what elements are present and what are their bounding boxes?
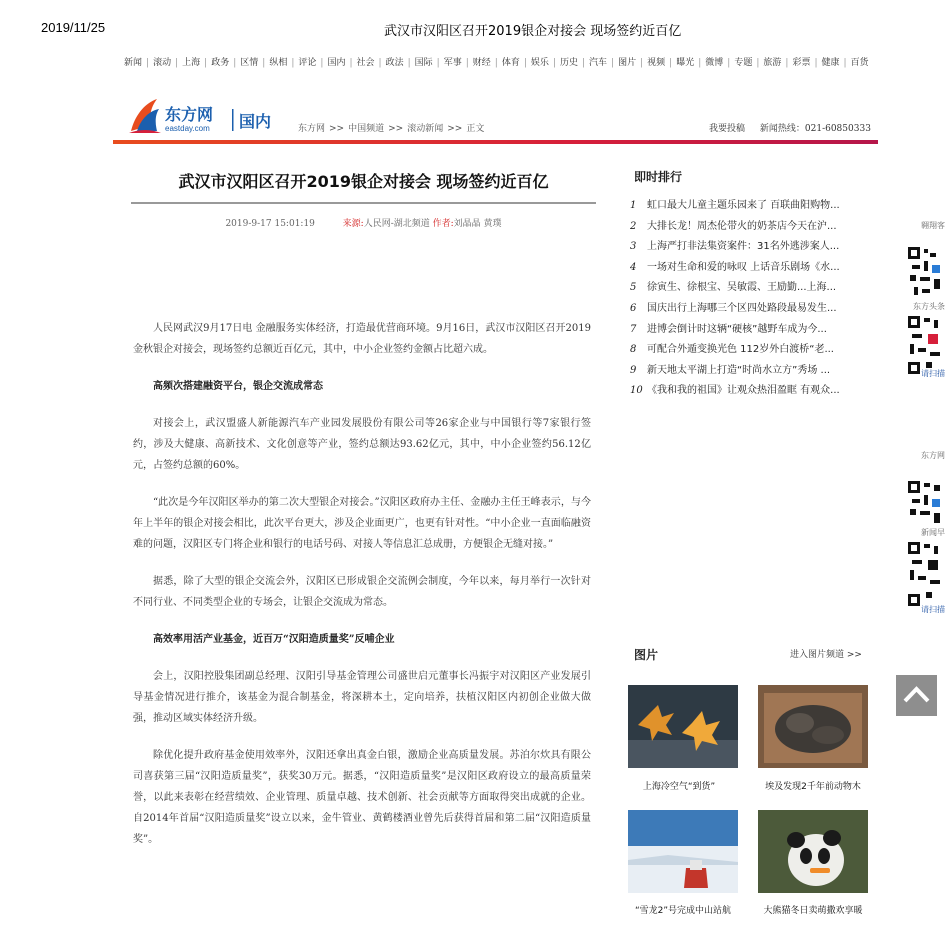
ranking-item[interactable] <box>630 237 865 258</box>
ancient-relic-photo[interactable] <box>758 685 868 768</box>
article-datetime: 2019-9-17 15:01:19 <box>225 219 315 229</box>
ranking-item[interactable] <box>630 258 865 279</box>
contribute-link[interactable]: 我要投稿 <box>709 124 746 134</box>
eastday-logo[interactable] <box>127 95 287 135</box>
ranking-link[interactable]: 可配合外遁变换光色 112岁外白渡桥“老... <box>647 344 834 356</box>
ranking-link[interactable]: 进博会倒计时这辆“硬核”越野车成为今... <box>647 323 827 335</box>
article-meta <box>131 216 596 229</box>
nav-separator: | <box>640 58 644 68</box>
ranking-number: 5 <box>630 282 637 294</box>
ranking-number: 8 <box>630 344 637 356</box>
article-author: 刘晶晶 黄璞 <box>453 219 502 229</box>
nav-separator: | <box>785 58 789 68</box>
channel-nav-item[interactable]: 社会 <box>356 58 375 68</box>
channel-nav <box>124 55 869 68</box>
channel-nav-item[interactable]: 军事 <box>443 58 462 68</box>
sidebar-label: 新闻早 <box>921 528 945 537</box>
channel-nav-item[interactable]: 滚动 <box>153 58 172 68</box>
channel-nav-item[interactable]: 纵相 <box>269 58 288 68</box>
ranking-link[interactable]: 虹口最大儿童主题乐园来了 百联曲阳购物... <box>647 200 840 211</box>
panda-photo[interactable] <box>758 810 868 893</box>
article-paragraph: 会上，汉阳控股集团副总经理、汉阳引导基金管理公司盛世启元董事长冯振宇对汉阳区产业发展引导基金情况进行推介，该基金为混合制基金，将深耕本土，定向培养，扶植汉阳区内初创企业做大做强，推动区域实体经济升级。 <box>133 671 591 724</box>
picture-caption[interactable]: 上海冷空气“到货” <box>642 782 716 792</box>
channel-nav-item[interactable]: 体育 <box>501 58 520 68</box>
ranking-item[interactable] <box>630 217 865 238</box>
ranking-item[interactable] <box>630 340 865 361</box>
article-title: 武汉市汉阳区召开2019银企对接会 现场签约近百亿 <box>178 172 549 191</box>
nav-separator: | <box>611 58 615 68</box>
page-date: 2019/11/25 <box>41 20 106 35</box>
ranking-title: 即时排行 <box>634 170 683 184</box>
ranking-item[interactable] <box>630 381 865 402</box>
title-divider <box>131 202 596 204</box>
channel-nav-item[interactable]: 图片 <box>618 58 637 68</box>
nav-separator: | <box>436 58 440 68</box>
article-body <box>133 318 591 866</box>
ranking-link[interactable]: 大排长龙！周杰伦带火的奶茶店今天在沪... <box>647 220 837 232</box>
ranking-number: 6 <box>630 302 637 314</box>
author-label: 作者: <box>432 219 454 229</box>
ranking-item[interactable] <box>630 299 865 320</box>
article-subheading: 高频次搭建融资平台，银企交流成常态 <box>153 381 323 392</box>
nav-separator: | <box>669 58 673 68</box>
channel-nav-item[interactable]: 区情 <box>240 58 259 68</box>
channel-nav-item[interactable]: 新闻 <box>124 58 143 68</box>
nav-separator: | <box>407 58 411 68</box>
channel-nav-item[interactable]: 彩票 <box>792 58 811 68</box>
channel-nav-item[interactable]: 曝光 <box>676 58 695 68</box>
hotline-text: 新闻热线：021-60850333 <box>759 124 871 134</box>
ranking-number: 9 <box>630 364 637 376</box>
ranking-link[interactable]: 国庆出行上海哪三个区四处路段最易发生... <box>647 302 837 314</box>
article-paragraph: 据悉，除了大型的银企交流会外，汉阳区已形成银企交流例会制度，今年以来，每月举行一次针对不同行业、不同类型企业的专场会，让银企交流成为常态。 <box>133 576 591 608</box>
nav-separator: | <box>146 58 150 68</box>
sidebar-label: 翱翔客 <box>921 221 945 230</box>
header-divider <box>113 140 878 144</box>
ranking-number: 4 <box>630 261 637 273</box>
channel-nav-item[interactable]: 百货 <box>850 58 869 68</box>
sidebar-qr-column <box>904 220 945 379</box>
article-paragraph: 除优化提升政府基金使用效率外，汉阳还拿出真金白银，激励企业高质量发展。苏泊尔炊具有限公司喜获第三届“汉阳造质量奖”，获奖30万元。据悉，“汉阳造质量奖”是汉阳区政府设立的最高质量荣誉，以此来表彰在经营绩效、企业管理、质量卓越、技术创新、社会贡献等方面取得突出成就的企业。自2014年首届“汉阳造质量奖”设立以来，金牛管业、黄鹤楼酒业曾先后获得首届和第二届“汉阳造质量奖”。 <box>133 750 591 845</box>
breadcrumb-item[interactable]: 滚动新闻 <box>407 124 444 134</box>
channel-nav-item[interactable]: 历史 <box>559 58 578 68</box>
nav-separator: | <box>378 58 382 68</box>
ranking-number: 10 <box>630 385 643 397</box>
channel-nav-item[interactable]: 政务 <box>211 58 230 68</box>
channel-nav-item[interactable]: 财经 <box>472 58 491 68</box>
nav-separator: | <box>494 58 498 68</box>
channel-nav-item[interactable]: 娱乐 <box>530 58 549 68</box>
channel-nav-item[interactable]: 健康 <box>821 58 840 68</box>
pictures-more-link[interactable]: 进入图片频道 >> <box>790 650 862 660</box>
nav-separator: | <box>175 58 179 68</box>
nav-separator: | <box>291 58 295 68</box>
autumn-leaves-photo[interactable] <box>628 685 738 768</box>
picture-caption[interactable]: “雪龙2”号完成中山站航 <box>634 906 732 916</box>
qr-code-icon <box>906 231 945 299</box>
ranking-list <box>630 196 865 402</box>
ranking-number: 7 <box>630 323 637 335</box>
channel-nav-item[interactable]: 旅游 <box>763 58 782 68</box>
channel-nav-item[interactable]: 国内 <box>327 58 346 68</box>
pictures-title: 图片 <box>634 648 659 662</box>
qr-code-icon <box>906 461 945 529</box>
nav-separator: | <box>262 58 266 68</box>
nav-separator: | <box>814 58 818 68</box>
source-label: 来源: <box>342 219 364 229</box>
channel-nav-item[interactable]: 汽车 <box>589 58 608 68</box>
qr-code-icon <box>906 538 945 606</box>
breadcrumb <box>298 121 488 134</box>
chevron-up-icon <box>896 675 937 716</box>
channel-nav-item[interactable]: 微博 <box>705 58 724 68</box>
channel-nav-item[interactable]: 评论 <box>298 58 317 68</box>
ranking-number: 1 <box>630 200 637 211</box>
breadcrumb-item[interactable]: 正文 <box>466 124 485 134</box>
channel-nav-item[interactable]: 政法 <box>385 58 404 68</box>
browser-page-title: 武汉市汉阳区召开2019银企对接会 现场签约近百亿 <box>384 24 682 39</box>
icebreaker-photo[interactable] <box>628 810 738 893</box>
ranking-item[interactable] <box>630 278 865 299</box>
nav-separator: | <box>843 58 847 68</box>
article-source[interactable]: 人民网-湖北频道 <box>363 219 430 229</box>
channel-nav-item[interactable]: 专题 <box>734 58 753 68</box>
nav-separator: | <box>727 58 731 68</box>
nav-separator: | <box>756 58 760 68</box>
ranking-number: 2 <box>630 220 637 232</box>
ranking-item[interactable] <box>630 196 865 217</box>
sidebar-label[interactable]: 请扫描 <box>921 369 945 378</box>
nav-separator: | <box>465 58 469 68</box>
picture-caption[interactable]: 大熊猫冬日卖萌撒欢享暖 <box>763 906 863 916</box>
ranking-link[interactable]: 新天地太平湖上打造“时尚水立方”秀场 ... <box>647 364 831 376</box>
picture-caption[interactable]: 埃及发现2千年前动物木 <box>765 782 861 792</box>
breadcrumb-item[interactable]: 中国频道 <box>348 124 385 134</box>
sidebar-label: 东方网 <box>921 451 945 460</box>
ranking-item[interactable] <box>630 320 865 341</box>
channel-nav-item[interactable]: 上海 <box>182 58 201 68</box>
article-paragraph: 人民网武汉9月17日电 金融服务实体经济，打造最优营商环境。9月16日，武汉市汉阳区召开2019金秋银企对接会，现场签约总额近百亿元，其中，中小企业签约金额占比超六成。 <box>133 323 591 355</box>
breadcrumb-item[interactable]: 东方网 <box>298 124 326 134</box>
ranking-link[interactable]: 上海严打非法集资案件：31名外逃涉案人... <box>647 241 840 253</box>
article-subheading: 高效率用活产业基金，近百万“汉阳造质量奖”反哺企业 <box>153 634 395 645</box>
ranking-link[interactable]: 一场对生命和爱的咏叹 上话音乐剧场《水... <box>647 261 840 273</box>
nav-separator: | <box>581 58 585 68</box>
sidebar-label: 东方头条 <box>913 302 945 311</box>
header-links <box>709 121 883 134</box>
nav-separator: | <box>233 58 237 68</box>
logo-subtext: eastday.com <box>165 124 210 133</box>
ranking-item[interactable] <box>630 361 865 382</box>
channel-nav-item[interactable]: 国际 <box>414 58 433 68</box>
article-paragraph: “此次是今年汉阳区举办的第二次大型银企对接会。”汉阳区政府办主任、金融办主任王峰表示，与今年上半年的银企对接会相比，此次平台更大，涉及企业面更广，也更有针对性。“中小企业一直面临融资难的问题，汉阳区专门将企业和银行的电话号码、对接人等信息汇总成册，方便银企无缝对接。” <box>133 497 591 550</box>
breadcrumb-separator: >> <box>329 124 345 134</box>
nav-separator: | <box>698 58 702 68</box>
article-paragraph: 对接会上，武汉盟盛人新能源汽车产业园发展股份有限公司等26家企业与中国银行等7家银行签约，涉及大健康、高新技术、文化创意等产业，签约总额达93.62亿元，其中，中小企业签约56.12亿元，占签约总额的60%。 <box>133 418 591 471</box>
ranking-link[interactable]: 徐寅生、徐根宝、吴敏霞、王励勤...上海... <box>647 282 837 294</box>
nav-separator: | <box>349 58 353 68</box>
sidebar-label[interactable]: 请扫描 <box>921 605 945 614</box>
nav-separator: | <box>320 58 324 68</box>
ranking-link[interactable]: 《我和我的祖国》让观众热泪盈眶 有观众... <box>647 385 840 397</box>
back-to-top-button[interactable] <box>896 675 937 716</box>
channel-name: 国内 <box>239 112 272 131</box>
breadcrumb-separator: >> <box>447 124 463 134</box>
breadcrumb-separator: >> <box>388 124 404 134</box>
sidebar-qr-column-2 <box>904 450 945 615</box>
nav-separator: | <box>552 58 556 68</box>
channel-nav-item[interactable]: 视频 <box>647 58 666 68</box>
nav-separator: | <box>204 58 208 68</box>
nav-separator: | <box>523 58 527 68</box>
logo-text: 东方网 <box>165 105 214 124</box>
ranking-number: 3 <box>630 241 637 253</box>
